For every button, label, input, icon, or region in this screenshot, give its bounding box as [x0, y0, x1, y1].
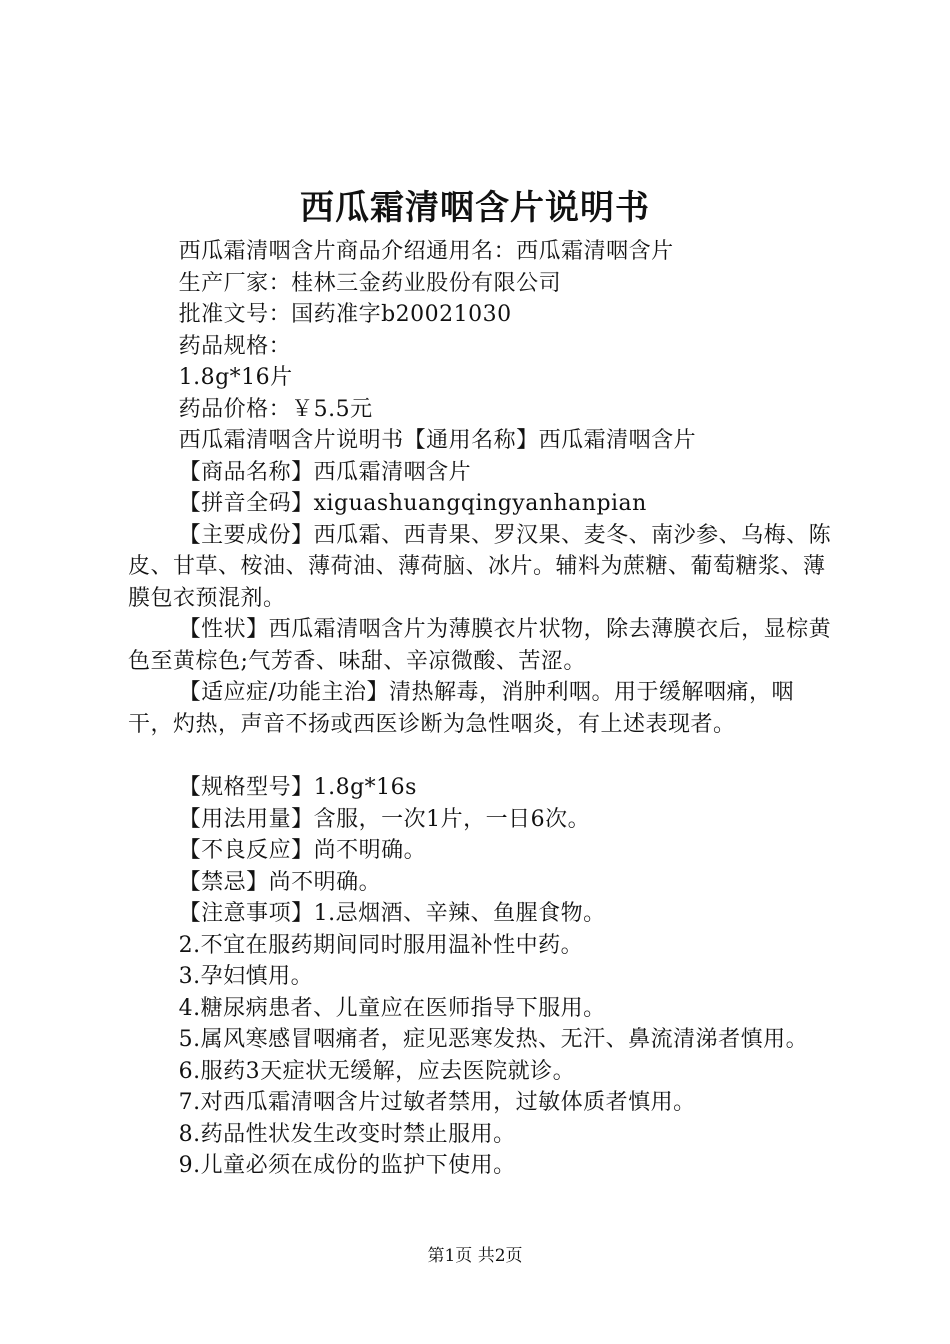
paragraph-approval-number: 批准文号：国药准字b20021030 [178, 302, 512, 327]
paragraph-ingredients: 【主要成份】西瓜霜、西青果、罗汉果、麦冬、南沙参、乌梅、陈皮、甘草、桉油、薄荷油、薄荷脑、冰片。辅料为蔗糖、葡萄糖浆、薄膜包衣预混剂。 [128, 522, 832, 611]
paragraph-product-intro: 西瓜霜清咽含片商品介绍通用名：西瓜霜清咽含片 [178, 239, 674, 264]
paragraph-generic-name: 西瓜霜清咽含片说明书【通用名称】西瓜霜清咽含片 [178, 428, 697, 453]
document-body [128, 236, 836, 1182]
list-item-precaution-6: 6.服药3天症状无缓解，应去医院就诊。 [178, 1058, 576, 1084]
list-item-precaution-3: 3.孕妇慎用。 [178, 964, 314, 989]
list-item-precaution-5: 5.属风寒感冒咽痛者，症见恶寒发热、无汗、鼻流清涕者慎用。 [178, 1027, 809, 1052]
list-item-precaution-4: 4.糖尿病患者、儿童应在医师指导下服用。 [178, 995, 606, 1021]
paragraph-spec-label: 药品规格： [178, 333, 292, 359]
list-item-precaution-2: 2.不宜在服药期间同时服用温补性中药。 [178, 932, 584, 958]
paragraph-manufacturer: 生产厂家：桂林三金药业股份有限公司 [178, 270, 562, 296]
page-footer: 第1页 共2页 [427, 1246, 523, 1266]
paragraph-precautions: 【注意事项】1.忌烟酒、辛辣、鱼腥食物。 [178, 901, 606, 926]
paragraph-product-name: 【商品名称】西瓜霜清咽含片 [178, 459, 472, 485]
list-item-precaution-8: 8.药品性状发生改变时禁止服用。 [178, 1121, 516, 1147]
paragraph-indications: 【适应症/功能主治】清热解毒，消肿利咽。用于缓解咽痛，咽干，灼热，声音不扬或西医诊断为急性咽炎，有上述表现者。 [128, 680, 795, 737]
paragraph-spec-value: 1.8g*16片 [178, 365, 293, 390]
paragraph-dosage: 【用法用量】含服，一次1片，一日6次。 [178, 806, 591, 832]
list-item-precaution-9: 9.儿童必须在成份的监护下使用。 [178, 1153, 516, 1178]
document-title: 西瓜霜清咽含片说明书 [300, 188, 650, 228]
paragraph-description: 【性状】西瓜霜清咽含片为薄膜衣片状物，除去薄膜衣后，显棕黄色至黄棕色;气芳香、味甜、辛凉微酸、苦涩。 [128, 617, 832, 674]
list-item-precaution-7: 7.对西瓜霜清咽含片过敏者禁用，过敏体质者慎用。 [178, 1090, 696, 1115]
paragraph-model: 【规格型号】1.8g*16s [178, 775, 417, 800]
paragraph-adverse-reactions: 【不良反应】尚不明确。 [178, 838, 427, 863]
paragraph-pinyin: 【拼音全码】xiguashuangqingyanhanpian [178, 491, 647, 516]
paragraph-contraindications: 【禁忌】尚不明确。 [178, 869, 382, 895]
paragraph-gap [128, 740, 836, 772]
paragraph-price: 药品价格：￥5.5元 [178, 396, 373, 422]
